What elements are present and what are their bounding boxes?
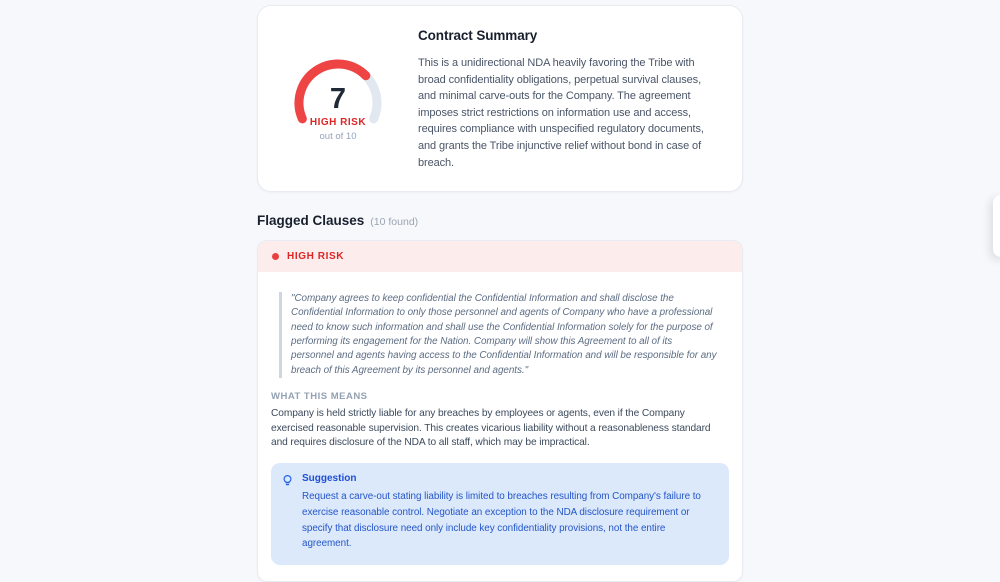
lightbulb-icon [281,473,294,553]
clause-risk-band [258,241,742,272]
risk-dot-icon [272,253,279,260]
contract-summary-card [257,5,743,192]
suggestion-content [302,473,714,553]
flagged-clauses-count: (10 found) [370,216,419,229]
flagged-clauses-title: Flagged Clauses [257,213,365,229]
suggestion-box [271,463,729,566]
risk-level-label: HIGH RISK [309,116,367,128]
clause-risk-label: HIGH RISK [287,251,345,263]
risk-score: 7 [329,82,347,115]
summary-body [418,26,716,171]
clause-body [258,272,742,581]
summary-card-title: Contract Summary [418,28,538,43]
summary-text: This is a unidirectional NDA heavily favoring the Tribe with broad confidentiality obligations, perpetual survival clauses, and minimal carve-outs for the Company. The agreement imposes strict restrictions on information use and access, requires compliance with unspecified regulatory documents, and grants the Tribe injunctive relief without bond in case of breach. [418,57,704,169]
flagged-clause-card [257,240,743,582]
risk-scale-label: out of 10 [319,130,357,142]
flagged-clauses-header [257,213,743,228]
what-this-means-label: WHAT THIS MEANS [271,390,368,402]
floating-button-edge[interactable] [993,195,1000,257]
suggestion-label: Suggestion [302,472,357,484]
risk-gauge [284,53,392,145]
suggestion-text: Request a carve-out stating liability is limited to breaches resulting from Company's failure to exercise reasonable control. Negotiate an exception to the NDA disclosure requirement or specify that disclosure need only include key confidentiality provisions, not the entire agreement. [302,490,701,550]
content-column [257,0,743,582]
clause-quote: "Company agrees to keep confidential the Confidential Information and shall disclose the Confidential Information to only those personnel and agents of Company who have a professional need to know such information and shall use the Confidential Information solely for the purpose of performing its engagement for the Nation. Company will show this Agreement to all of its personnel and agents having access to the Confidential Information and will be responsible for any breach of this Agreement by its personnel and agents." [279,292,717,378]
clause-explanation: Company is held strictly liable for any breaches by employees or agents, even if the Company exercised reasonable supervision. This creates vicarious liability without a reasonableness standard and requires disclosure of the NDA to all staff, which may be impractical. [271,407,711,449]
